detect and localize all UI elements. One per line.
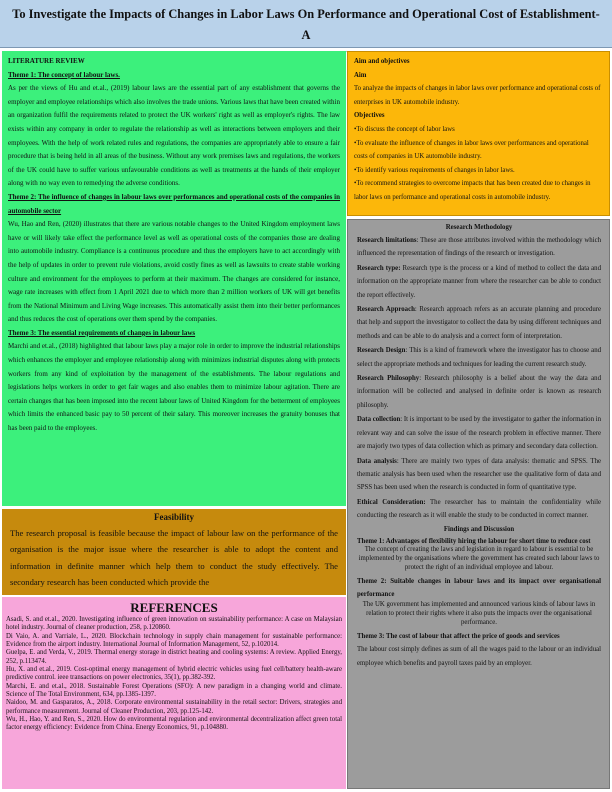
aims-heading: Aim and objectives: [354, 58, 410, 65]
title-banner: [0, 0, 612, 48]
aim-label: Aim: [354, 71, 367, 79]
aims-objectives-panel: [347, 51, 610, 216]
reference-item: Marchi, E. and et.al., 2018. Sustainable Forest Operations (SFO): A new paradigm in a changing world and climate. Science of The Total Environment, 634, pp.1385-1397.: [6, 682, 342, 699]
methodology-item-text: : These are those attributes involved within the methodology which influenced the representation of findings of the research or investigation.: [357, 237, 601, 258]
methodology-item-label: Research Approach: [357, 306, 415, 314]
methodology-item-label: Data analysis: [357, 457, 397, 465]
methodology-item: [357, 372, 601, 412]
theme3-heading: Theme 3: The essential requirements of changes in labour laws: [8, 328, 196, 337]
findings-theme1-text: The concept of creating the laws and legislation in regard to labour is essential to be implemented by the organisations where the government has created such labour laws to protect the right of an individual employee and labour.: [358, 546, 600, 571]
reference-item: Hu, X. and et.al., 2019. Cost-optimal energy management of hybrid electric vehicles using fuel cell/battery health-aware predictive control. ieee transactions on power electronics, 35(1), pp.382-392.: [6, 666, 342, 682]
objectives-label: Objectives: [354, 112, 385, 120]
poster-title-line-1: To Investigate the Impacts of Changes in Labor Laws On Performance and Operational Cost of Establishment- A: [12, 7, 600, 42]
methodology-item: [357, 344, 601, 371]
reference-item: Asadi, S. and et.al., 2020. Investigating influence of green innovation on sustainability performance: A case on Malaysian hotel industry. Journal of cleaner production, 258, p.120860.: [6, 616, 342, 632]
methodology-item-label: Ethical Consideration:: [357, 498, 426, 506]
theme1-text: As per the views of Hu and et.al., (2019) labour laws are the essential part of any establishment that governs the employer and employee relationships which also involves the trade unions. Various laws that have been created within an organization fulfil the requirements related to protect the UK workers' right as well as employer's rights. The law exists within any company in order to regulate the relationship as well as interactions between employers and their employees. With the help of work related rules and regulations, the companies are appropriately able to ensure a fair procedure that is being held in all areas of the business. Without any work premises laws and regulations, the workers of the UK could have to suffer various unfavourable conditions as well as treatments at the hands of their employer along with no way even to remedying the adverse conditions.: [8, 84, 340, 188]
methodology-heading: Research Methodology: [445, 224, 513, 231]
objective-item: •To evaluate the influence of changes in labor laws over performances and operational costs of companies in UK automobile industry.: [354, 139, 589, 161]
reference-item: Guelpa, E. and Verda, V., 2019. Thermal energy storage in district heating and cooling systems: A review. Applied Energy, 252, p.113474.: [6, 649, 342, 665]
findings-theme2-heading: Theme 2: Suitable changes in labour laws and its impact over organisational performance: [357, 577, 601, 598]
references-heading: REFERENCES: [130, 600, 218, 615]
reference-item: Naidoo, M. and Gasparatos, A., 2018. Corporate environmental sustainability in the retail sector: Drivers, strategies and performance measurement. Journal of Cleaner Production, 203, pp.125-142.: [6, 699, 342, 715]
reference-item: Di Vaio, A. and Varriale, L., 2020. Blockchain technology in supply chain management for sustainable performance: Evidence from the airport industry. International Journal of Information Management, 52, p.102014.: [6, 632, 342, 649]
literature-review-panel: [2, 51, 346, 506]
theme2-text: Wu, Hao and Ren, (2020) illustrates that there are various notable changes to the United Kingdom employment laws have or will likely take effect the performance level as well as operational costs of the companies those are dealing into automobile industry. Compliance is a continuous procedure and thus the employers have to act accordingly with the help of updates in order to prevent rule violations, avoid costly fines as well as lawsuits to create stable working culture and environment for the employees to perform at their maximum. The changes are considered for instance, wage rate increases with effect from 1 April 2021 due to which more than 2 million workers of UK will get benefits from the National Minimum and Living Wage increases. This automatically assist them into their better performances and thus reduces the cost of operations over them spend by the companies.: [8, 220, 340, 324]
feasibility-panel: [2, 509, 346, 595]
findings-theme1-heading: Theme 1: Advantages of flexibility hiring the labour for short time to reduce cost: [357, 537, 591, 545]
findings-theme3-text: The labour cost simply defines as sum of all the wages paid to the labour or an individual employee which benefits and payroll taxes paid by an employer.: [357, 646, 601, 667]
methodology-item-text: : It is important to be used by the investigator to gather the information in relevant way and can solve the issue of the research problem in effective manner. There are majorly two types of data collection which as primary and secondary data collection.: [357, 416, 601, 451]
methodology-item: [357, 413, 601, 453]
findings-theme2-text: The UK government has implemented and announced various kinds of labour laws in relation to protect their rights where it also puts the impacts over the organisational performance.: [362, 601, 596, 626]
methodology-item: [357, 496, 601, 523]
objective-item: •To discuss the concept of labor laws: [354, 125, 455, 133]
methodology-item-label: Data collection: [357, 416, 401, 424]
methodology-item: [357, 262, 601, 302]
findings-heading: Findings and Discussion: [443, 525, 515, 533]
methodology-item-label: Research Design: [357, 347, 406, 355]
methodology-item: [357, 234, 601, 261]
methodology-item-label: Research type:: [357, 264, 401, 272]
feasibility-heading: Feasibility: [154, 512, 194, 522]
methodology-panel: [347, 219, 610, 789]
methodology-item: [357, 303, 601, 343]
findings-theme3-heading: Theme 3: The cost of labour that affect the price of goods and services: [357, 632, 560, 640]
methodology-item-label: Research Philosophy: [357, 375, 420, 383]
objective-item: •To identify various requirements of changes in labor laws.: [354, 166, 515, 174]
methodology-item-text: : This is a kind of framework where the investigator has to choose and select the appropriate methods and techniques for leading the current research study.: [357, 347, 601, 368]
theme2-heading: Theme 2: The influence of changes in labour laws over performances and operational costs of the companies in automobile sector: [8, 192, 340, 215]
objective-item: •To recommend strategies to overcome impacts that has been created due to changes in labor laws on performance and operational costs in automobile industry.: [354, 180, 591, 201]
theme3-text: Marchi and et.al., (2018) highlighted that labour laws play a major role in order to improve the industrial relationships which enhances the employer and employee relationship along with minimizes industrial disputes along with protects workers from any kind of exploitation by the management of the establishments. The labour regulations and legislations helps workers in order to get fair wages and also enables them to minimize labour agitation. There are certain changes that has been imposed into the recent labour laws of United Kingdom for the betterment of employees which limits the enhanced basic pay to 50 percent of their salary. This moreover increases the gratuity bonuses that has been paid to the employees.: [8, 342, 340, 433]
references-panel: [2, 597, 346, 789]
methodology-item-text: Research type is the process or a kind of method to collect the data and information on the appropriate manner from where the researcher can be able to conduct the report effectively.: [357, 264, 601, 299]
aim-text: To analyze the impacts of changes in labor laws over performance and operational costs of enterprises in UK automobile industry.: [354, 85, 601, 106]
theme1-heading: Theme 1: The concept of labour laws.: [8, 70, 120, 79]
methodology-item-text: : Research approach refers as an accurate planning and procedure that help and support the investigator to collect the data by using different techniques and methods and can be able to do analysis and a correct form of interpretation.: [357, 306, 601, 340]
literature-review-heading: LITERATURE REVIEW: [8, 57, 85, 65]
feasibility-text: The research proposal is feasible because the impact of labour law on the performance of the organisation is the major issue where the researcher is able to adopt the content and information in definite manner which help them to conduct the study effectively. The secondary research has been conducted which provide the: [10, 528, 338, 588]
methodology-item-text: : Research philosophy is a belief about the way the data and information will be collected and analysed in definite order is known as research philosophy.: [357, 375, 601, 409]
methodology-item-label: Research limitations: [357, 237, 417, 244]
reference-item: Wu, H., Hao, Y. and Ren, S., 2020. How do environmental regulation and environmental decentralization affect green total factor energy efficiency: Evidence from China. Energy Economics, 91, p.104880.: [6, 716, 342, 732]
methodology-item-text: The researcher has to maintain the confidentiality while conducting the research as it will enable the study to be conducted in correct manner.: [357, 498, 601, 520]
methodology-item: [357, 455, 601, 495]
methodology-item-text: : There are mainly two types of data analysis: thematic and SPSS. The thematic analysis has been used when the researcher use the qualitative form of data and SPSS has been used when the research is conducted in form of quantitative type.: [357, 457, 601, 492]
